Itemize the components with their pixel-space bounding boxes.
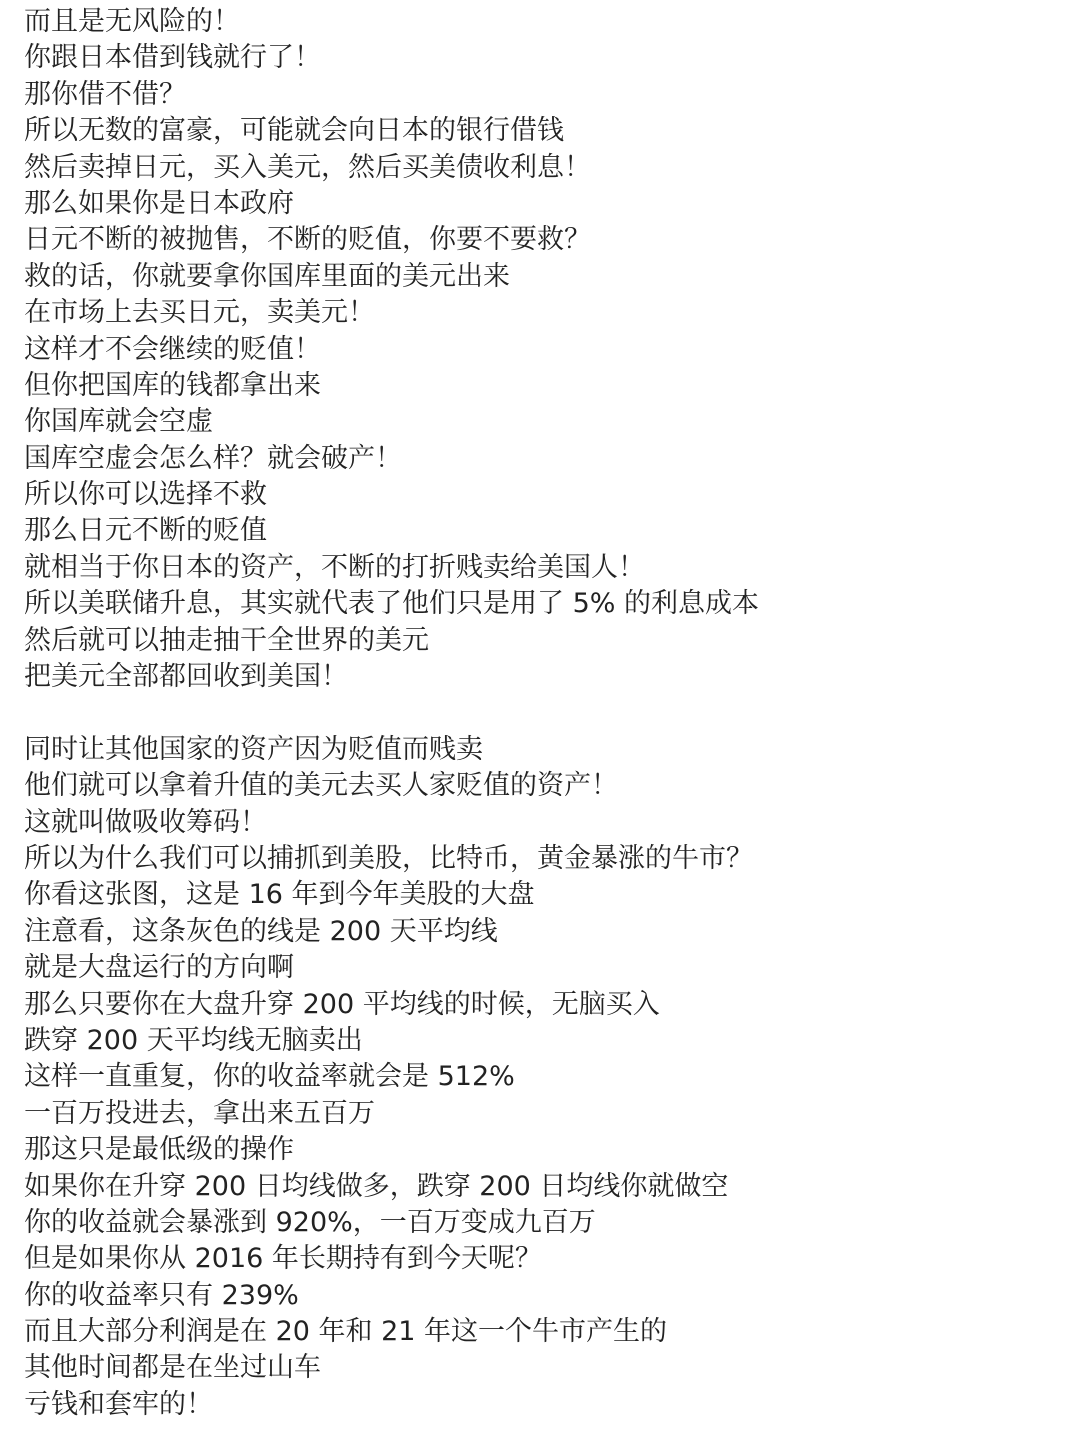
text-line: 那么只要你在大盘升穿 200 平均线的时候，无脑买入	[24, 988, 660, 1020]
text-line: 那这只是最低级的操作	[24, 1134, 294, 1166]
text-line: 他们就可以拿着升值的美元去买人家贬值的资产！	[24, 770, 618, 802]
text-line: 日元不断的被抛售，不断的贬值，你要不要救？	[24, 224, 591, 256]
text-line: 你跟日本借到钱就行了！	[24, 42, 321, 74]
text-line: 然后就可以抽走抽干全世界的美元	[24, 624, 429, 656]
text-line: 在市场上去买日元，卖美元！	[24, 297, 375, 329]
text-line: 如果你在升穿 200 日均线做多，跌穿 200 日均线你就做空	[24, 1170, 729, 1202]
text-line: 就相当于你日本的资产，不断的打折贱卖给美国人！	[24, 551, 645, 583]
text-line: 那么如果你是日本政府	[24, 187, 294, 219]
text-line: 但是如果你从 2016 年长期持有到今天呢？	[24, 1243, 542, 1275]
text-line: 一百万投进去，拿出来五百万	[24, 1097, 375, 1129]
text-line: 而且是无风险的！	[24, 6, 240, 37]
text-line: 同时让其他国家的资产因为贬值而贱卖	[24, 733, 483, 765]
text-line: 你的收益就会暴涨到 920%，一百万变成九百万	[24, 1206, 596, 1238]
text-line: 国库空虚会怎么样？就会破产！	[24, 442, 402, 474]
text-line: 那么日元不断的贬值	[24, 515, 267, 547]
text-line: 其他时间都是在坐过山车	[24, 1352, 321, 1384]
text-line: 所以为什么我们可以捕抓到美股，比特币，黄金暴涨的牛市？	[24, 842, 753, 874]
text-line: 所以你可以选择不救	[24, 479, 267, 511]
text-line: 但你把国库的钱都拿出来	[24, 369, 321, 401]
document-text	[24, 4, 1064, 1423]
paragraph	[24, 4, 1064, 695]
text-line: 这样一直重复，你的收益率就会是 512%	[24, 1061, 515, 1093]
text-line: 你国库就会空虚	[24, 406, 213, 438]
text-line: 就是大盘运行的方向啊	[24, 952, 294, 984]
text-line: 这就叫做吸收筹码！	[24, 806, 267, 838]
text-line: 所以无数的富豪，可能就会向日本的银行借钱	[24, 115, 564, 147]
text-line: 这样才不会继续的贬值！	[24, 333, 321, 365]
paragraph	[24, 732, 1064, 1423]
text-line: 你看这张图，这是 16 年到今年美股的大盘	[24, 879, 535, 911]
text-line: 那你借不借？	[24, 78, 186, 110]
text-line: 跌穿 200 天平均线无脑卖出	[24, 1024, 363, 1056]
text-line: 亏钱和套牢的！	[24, 1388, 213, 1420]
text-line: 注意看，这条灰色的线是 200 天平均线	[24, 915, 498, 947]
text-line: 然后卖掉日元，买入美元，然后买美债收利息！	[24, 151, 591, 183]
text-line: 救的话，你就要拿你国库里面的美元出来	[24, 260, 510, 292]
text-line: 所以美联储升息，其实就代表了他们只是用了 5% 的利息成本	[24, 588, 759, 620]
text-line: 你的收益率只有 239%	[24, 1279, 299, 1311]
text-line: 把美元全部都回收到美国！	[24, 661, 348, 693]
text-line: 而且大部分利润是在 20 年和 21 年这一个牛市产生的	[24, 1316, 668, 1348]
